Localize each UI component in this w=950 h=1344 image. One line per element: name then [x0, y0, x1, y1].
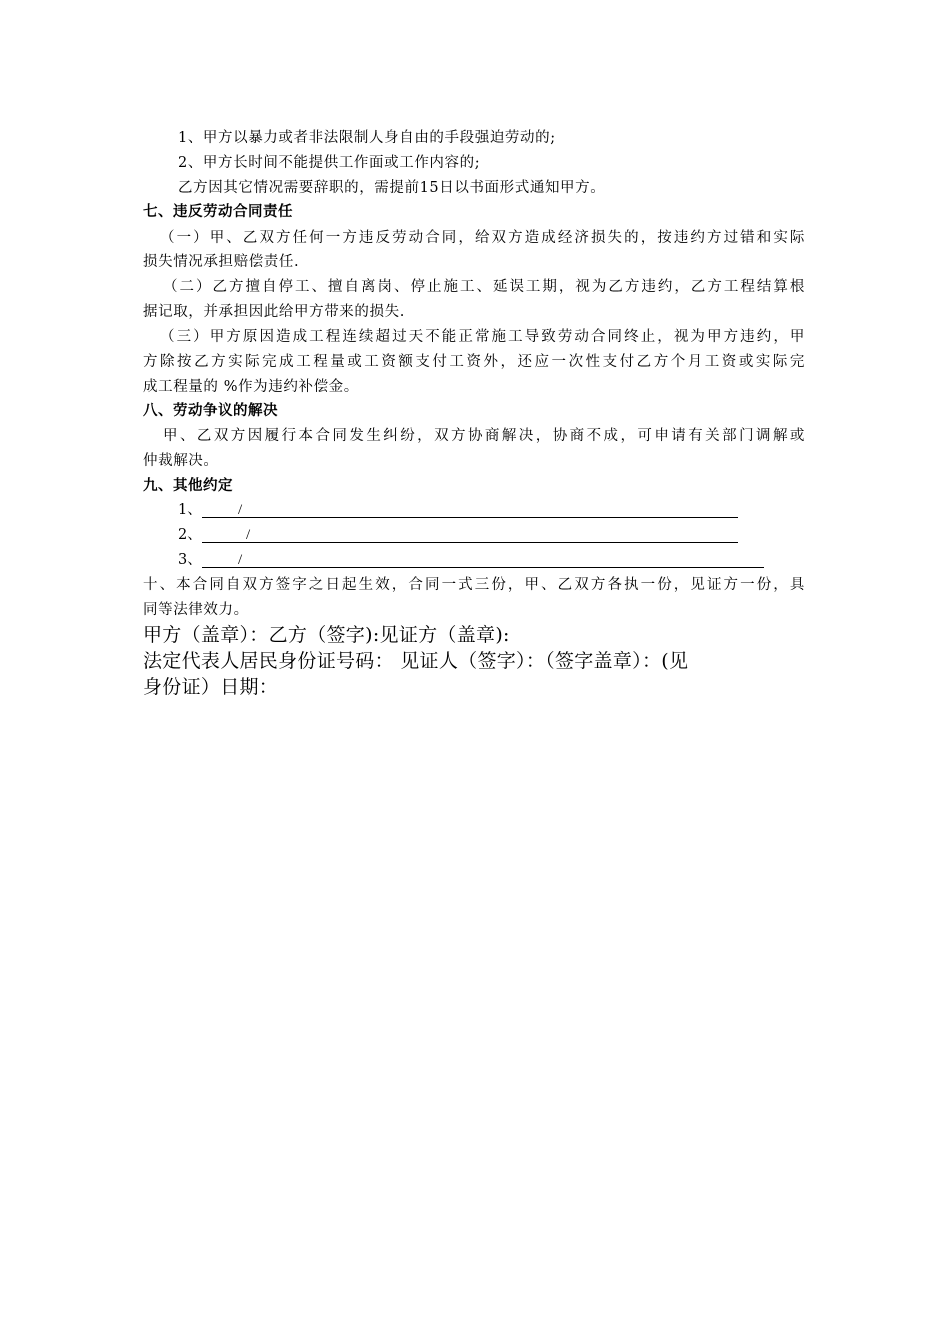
agreement-item-3: [178, 550, 768, 570]
resignation-notice: 乙方因其它情况需要辞职的，需提前15日以书面形式通知甲方。: [178, 180, 606, 196]
agreement-item-line: [202, 567, 764, 568]
section-7-p3-line2: 方除按乙方实际完成工程量或工资额支付工资外，还应一次性支付乙方个月工资或实际完: [143, 354, 805, 370]
agreement-item-value: /: [238, 552, 243, 568]
signature-parties: 甲方（盖章）：乙方（签字):见证方（盖章):: [143, 624, 510, 646]
item-2: 2、甲方长时间不能提供工作面或工作内容的;: [178, 155, 481, 171]
section-7-p2-line1: （二）乙方擅自停工、擅自离岗、停止施工、延误工期，视为乙方违约，乙方工程结算根: [163, 279, 805, 295]
signature-id-date: 身份证）日期：: [143, 676, 279, 698]
agreement-item-line: [202, 542, 738, 543]
section-7-p2-line2: 据记取，并承担因此给甲方带来的损失.: [143, 304, 405, 320]
section-7-heading: 七、违反劳动合同责任: [143, 204, 293, 220]
agreement-item-1: [178, 500, 748, 520]
agreement-item-value: /: [246, 527, 251, 543]
section-7-p3-line3: 成工程量的 %作为违约补偿金。: [143, 379, 359, 395]
section-10-line1: 十、本合同自双方签字之日起生效，合同一式三份，甲、乙双方各执一份，见证方一份，具: [143, 577, 805, 593]
section-8-p1-line1: 甲、乙双方因履行本合同发生纠纷，双方协商解决，协商不成，可申请有关部门调解或: [163, 428, 805, 444]
section-8-heading: 八、劳动争议的解决: [143, 403, 278, 419]
agreement-item-number: 2、: [178, 527, 202, 543]
item-1: 1、甲方以暴力或者非法限制人身自由的手段强迫劳动的;: [178, 130, 556, 146]
section-7-p1-line2: 损失情况承担赔偿责任.: [143, 254, 300, 270]
agreement-item-line: [202, 517, 738, 518]
section-8-p1-line2: 仲裁解决。: [143, 453, 219, 469]
signature-id-witness: 法定代表人居民身份证号码： 见证人（签字）：（签字盖章）：(见: [143, 650, 689, 672]
agreement-item-number: 1、: [178, 502, 202, 518]
section-7-p1-line1: （一）甲、乙双方任何一方违反劳动合同，给双方造成经济损失的，按违约方过错和实际: [160, 230, 805, 246]
agreement-item-2: [178, 525, 748, 545]
section-9-heading: 九、其他约定: [143, 478, 233, 494]
section-10-line2: 同等法律效力。: [143, 602, 249, 618]
agreement-item-number: 3、: [178, 552, 202, 568]
agreement-item-value: /: [238, 502, 243, 518]
section-7-p3-line1: （三）甲方原因造成工程连续超过天不能正常施工导致劳动合同终止，视为甲方违约，甲: [160, 329, 805, 345]
